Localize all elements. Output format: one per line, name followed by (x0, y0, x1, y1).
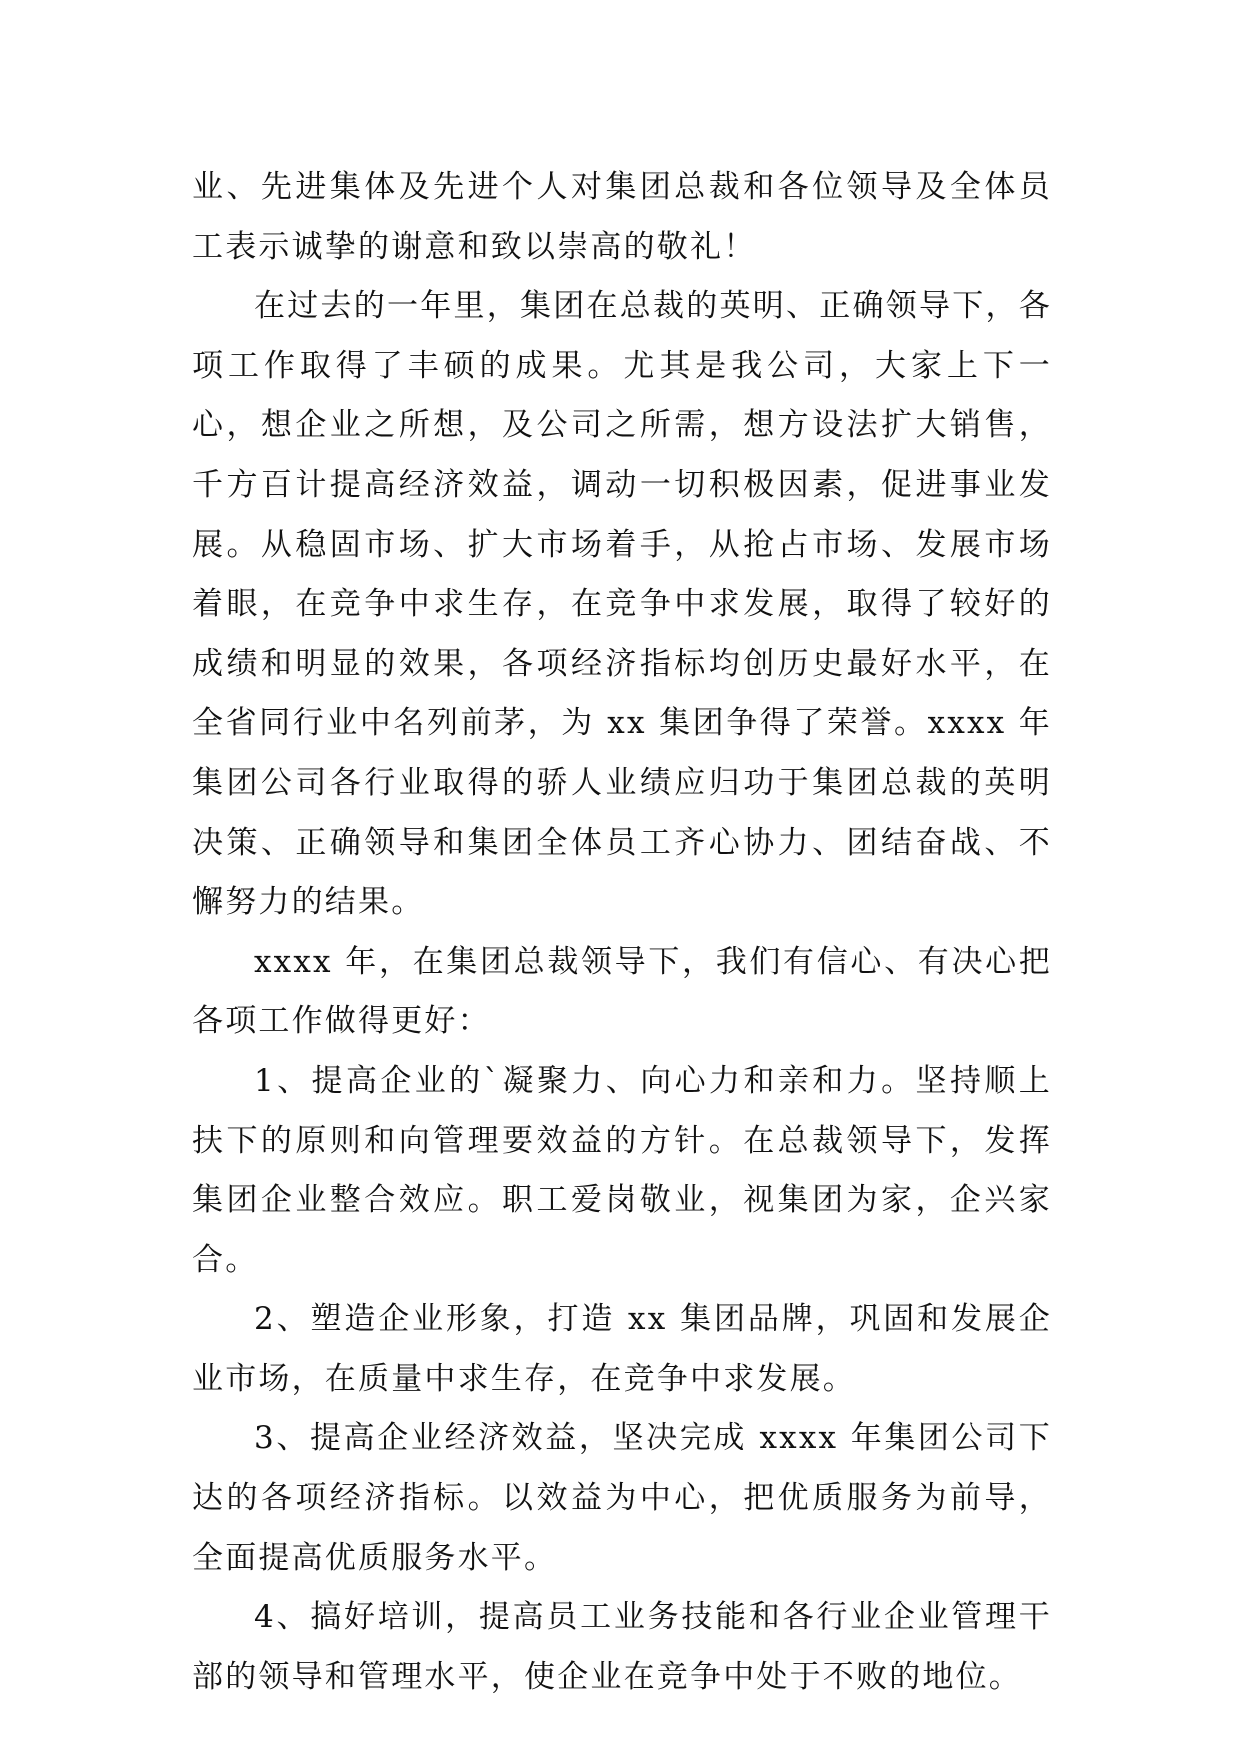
paragraph-outlook: xxxx 年，在集团总裁领导下，我们有信心、有决心把各项工作做得更好： (192, 943, 1052, 1040)
document-body (192, 158, 1052, 1707)
paragraph-continuation: 业、先进集体及先进个人对集团总裁和各位领导及全体员工表示诚挚的谢意和致以崇高的敬礼！ (192, 169, 1052, 265)
list-item-3: 3、提高企业经济效益，坚决完成 xxxx 年集团公司下达的各项经济指标。以效益为中心，把优质服务为前导，全面提高优质服务水平。 (192, 1420, 1052, 1576)
list-item-1: 1、提高企业的`凝聚力、向心力和亲和力。坚持顺上扶下的原则和向管理要效益的方针。在总裁领导下，发挥集团企业整合效应。职工爱岗敬业，视集团为家，企兴家合。 (192, 1062, 1052, 1278)
list-item-2: 2、塑造企业形象，打造 xx 集团品牌，巩固和发展企业市场，在质量中求生存，在竞争中求发展。 (192, 1301, 1052, 1397)
paragraph-achievements: 在过去的一年里，集团在总裁的英明、正确领导下，各项工作取得了丰硕的成果。尤其是我公司，大家上下一心，想企业之所想，及公司之所需，想方设法扩大销售，千方百计提高经济效益，调动一切积极因素，促进事业发展。从稳固市场、扩大市场着手，从抢占市场、发展市场着眼，在竞争中求生存，在竞争中求发展，取得了较好的成绩和明显的效果，各项经济指标均创历史最好水平，在全省同行业中名列前茅，为 xx 集团争得了荣誉。xxxx 年集团公司各行业取得的骄人业绩应归功于集团总裁的英明决策、正确领导和集团全体员工齐心协力、团结奋战、不懈努力的结果。 (192, 288, 1052, 921)
list-item-4: 4、搞好培训，提高员工业务技能和各行业企业管理干部的领导和管理水平，使企业在竞争中处于不败的地位。 (192, 1599, 1052, 1695)
